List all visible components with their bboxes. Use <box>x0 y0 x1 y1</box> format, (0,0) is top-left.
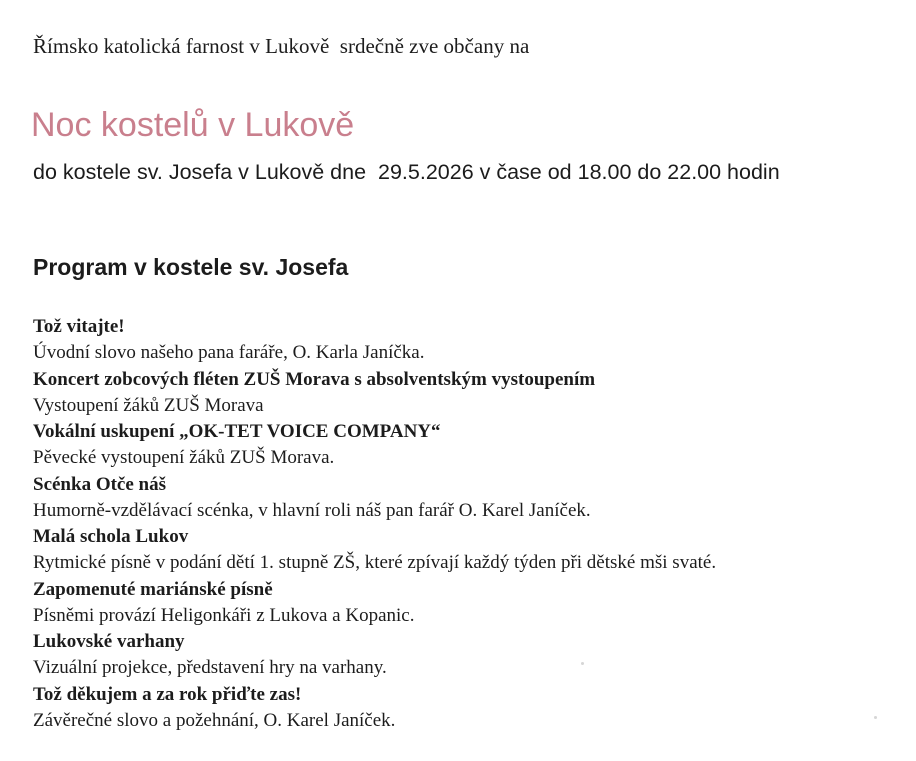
program-item-title: Vokální uskupení „OK-TET VOICE COMPANY“ <box>33 421 441 442</box>
program-item-title: Tož děkujem a za rok přiďte zas! <box>33 683 302 705</box>
event-title: Noc kostelů v Lukově <box>31 106 355 144</box>
scan-speck <box>874 716 877 719</box>
program-item-title: Koncert zobcových fléten ZUŠ Morava s absolventským vystoupením <box>33 368 596 390</box>
program-item <box>33 367 716 420</box>
invitation-intro: Římsko katolická farnost v Lukově srdečně zve občany na <box>33 34 530 58</box>
program-item <box>33 472 716 525</box>
program-item-title: Malá schola Lukov <box>33 526 189 547</box>
program-item <box>33 314 716 367</box>
program-item <box>33 419 716 472</box>
program-item-description: Vystoupení žáků ZUŠ Morava <box>33 394 264 416</box>
program-item-description: Úvodní slovo našeho pana faráře, O. Karla Janíčka. <box>33 342 425 363</box>
scan-speck <box>581 662 584 665</box>
event-details: do kostele sv. Josefa v Lukově dne 29.5.2026 v čase od 18.00 do 22.00 hodin <box>33 160 780 184</box>
program-item-title: Tož vitajte! <box>33 316 125 337</box>
program-list <box>33 314 716 734</box>
program-item-title: Zapomenuté mariánské písně <box>33 578 273 600</box>
program-item <box>33 629 716 682</box>
program-item-title: Scénka Otče náš <box>33 473 166 495</box>
program-item <box>33 524 716 577</box>
program-item <box>33 682 716 735</box>
program-item <box>33 577 716 630</box>
program-heading: Program v kostele sv. Josefa <box>33 254 349 280</box>
program-item-description: Vizuální projekce, představení hry na varhany. <box>33 657 387 678</box>
program-item-description: Rytmické písně v podání dětí 1. stupně ZŠ, které zpívají každý týden při dětské mši svaté. <box>33 552 717 573</box>
program-item-description: Závěrečné slovo a požehnání, O. Karel Janíček. <box>33 709 396 731</box>
program-item-description: Písněmi provází Heligonkáři z Lukova a Kopanic. <box>33 604 415 626</box>
program-item-title: Lukovské varhany <box>33 631 185 652</box>
program-item-description: Humorně-vzdělávací scénka, v hlavní roli náš pan farář O. Karel Janíček. <box>33 499 591 521</box>
program-item-description: Pěvecké vystoupení žáků ZUŠ Morava. <box>33 447 335 468</box>
